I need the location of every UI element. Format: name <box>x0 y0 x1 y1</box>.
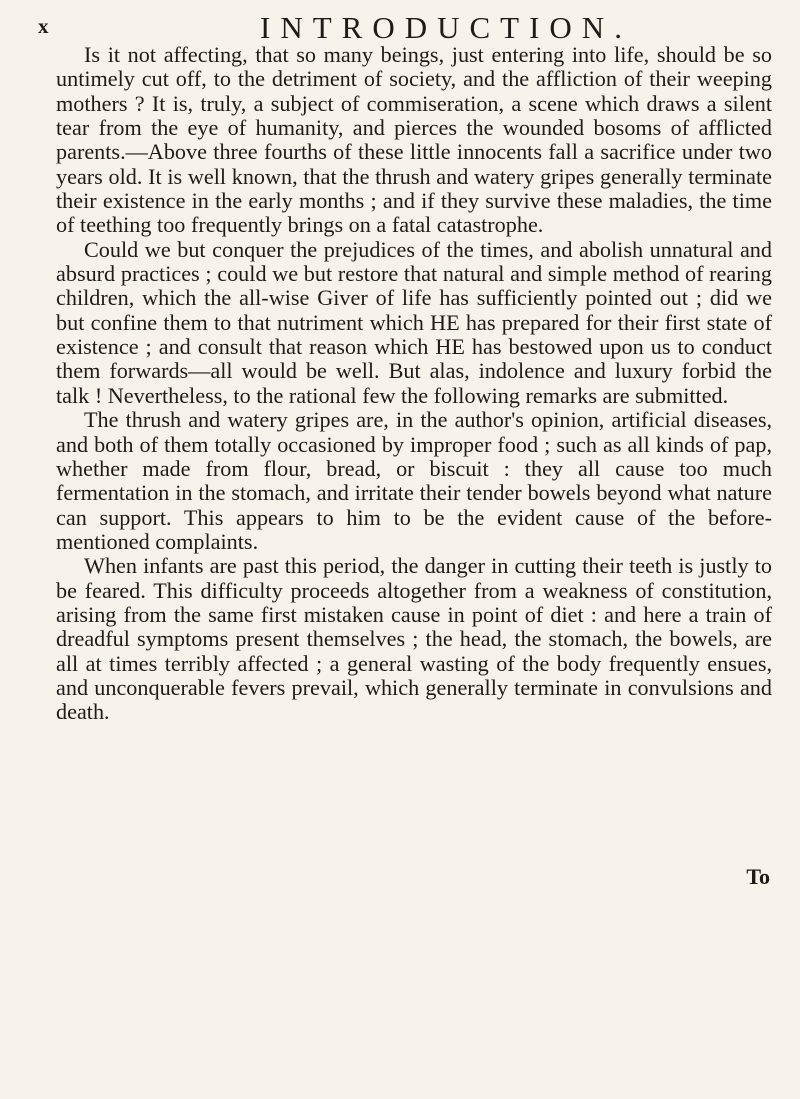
paragraph-1: Is it not affecting, that so many beings, just entering into life, should be so untimely cut off, to the detriment of society, and the affliction of their weeping mothers ? It is, truly, a subject of commiseration, a scene which draws a silent tear from the eye of humanity, and pierces the wounded bosoms of afflicted parents.—Above three fourths of these little innocents fall a sacrifice under two years old. It is well known, that the thrush and watery gripes generally terminate their existence in the early months ; and if they survive these maladies, the time of teething too frequently brings on a fatal catastrophe. <box>56 42 772 238</box>
paragraph-2: Could we but conquer the prejudices of the times, and abolish unnatural and absurd practices ; could we but restore that natural and simple method of rearing children, which the all-wise Giver of life has sufficiently pointed out ; did we but confine them to that nutriment which HE has prepared for their first state of existence ; and consult that reason which HE has bestowed upon us to conduct them forwards—all would be well. But alas, indolence and luxury forbid the talk ! Nevertheless, to the rational few the following remarks are submitted. <box>56 236 772 408</box>
paragraph-4: When infants are past this period, the danger in cutting their teeth is justly to be feared. This difficulty proceeds altogether from a weakness of constitution, arising from the same first mistaken cause in point of diet : and here a train of dreadful symptoms present themselves ; the head, the stomach, the bowels, are all at times terribly affected ; a general wasting of the body frequently ensues, and unconquerable fevers prevail, which generally terminate in convulsions and death. <box>56 553 772 725</box>
running-head-title: INTRODUCTION. <box>260 10 632 45</box>
catchword: To <box>746 864 770 889</box>
paragraph-3: The thrush and watery gripes are, in the author's opinion, artificial diseases, and both of them totally occasioned by improper food ; such as all kinds of pap, whether made from flour, bread, or biscuit : they all cause too much fermentation in the stomach, and irritate their tender bowels beyond what nature can support. This appears to him to be the evident cause of the before-mentioned complaints. <box>56 407 772 554</box>
page-number: x <box>38 14 49 38</box>
page-header <box>38 10 772 45</box>
body-text <box>56 43 772 725</box>
